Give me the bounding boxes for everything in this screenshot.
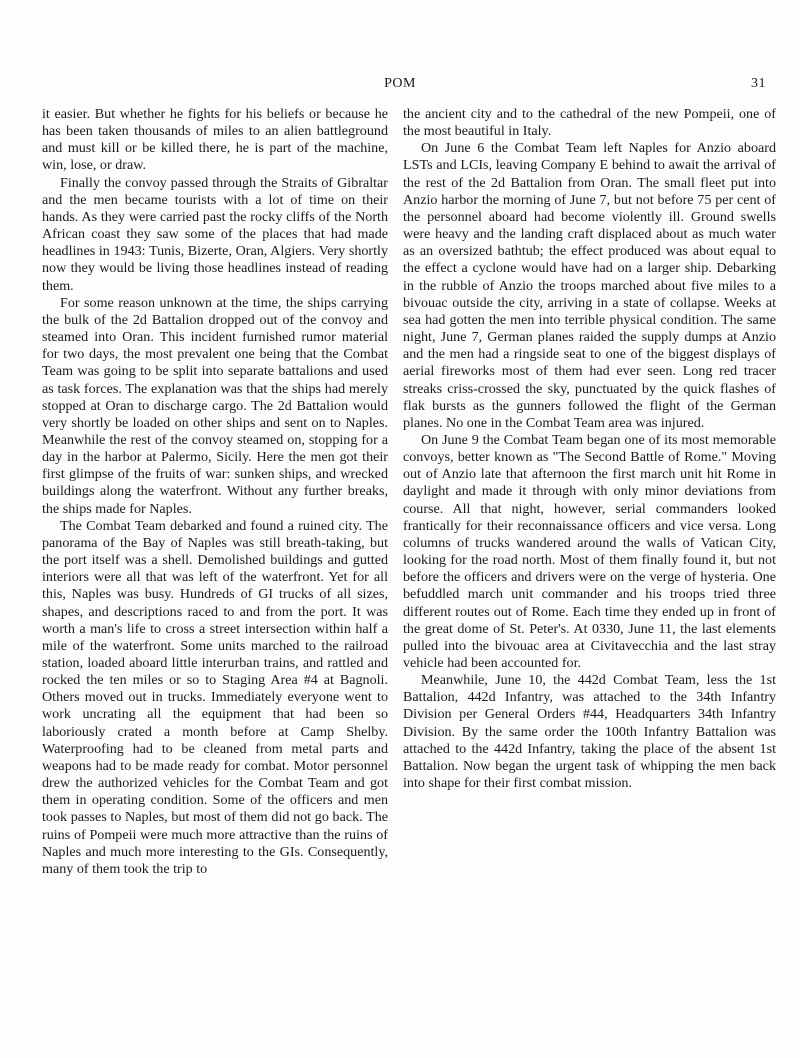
paragraph: Meanwhile, June 10, the 442d Combat Team, less the 1st Battalion, 442d Infantry, was attached to the 34th Infantry Division per General Orders #44, Headquarters 34th Infantry Division. By the same order the 100th Infantry Battalion was attached to the 442d Infantry, taking the place of the absent 1st Battalion. Now began the urgent task of whipping the men back into shape for their first combat mission. (403, 672, 776, 792)
running-head (0, 76, 800, 96)
paragraph: For some reason unknown at the time, the ships carrying the bulk of the 2d Battalion dropped out of the convoy and steamed into Oran. This incident furnished rumor material for two days, the most prevalent one being that the Combat Team was going to be split into separate battalions and used as task forces. The explanation was that the ships had merely stopped at Oran to discharge cargo. The 2d Battalion would very shortly be loaded on other ships and sent on to Naples. Meanwhile the rest of the convoy steamed on, stopping for a day in the harbor at Palermo, Sicily. Here the men got their first glimpse of the fruits of war: sunken ships, and wrecked buildings along the waterfront. Without any further breaks, the ships made for Naples. (42, 294, 388, 517)
right-text-column (403, 106, 776, 792)
paragraph: Finally the convoy passed through the Straits of Gibraltar and the men became tourists with a lot of time on their hands. As they were carried past the rocky cliffs of the North African coast they saw some of the places that had made headlines in 1943: Tunis, Bizerte, Oran, Algiers. Very shortly now they would be living those headlines instead of reading them. (42, 174, 388, 294)
paragraph: The Combat Team debarked and found a ruined city. The panorama of the Bay of Naples was still breath-taking, but the port itself was a shell. Demolished buildings and gutted interiors were all that was left of the waterfront. Yet for all this, Naples was busy. Hundreds of GI trucks of all sizes, shapes, and descriptions raced to and from the port. It was worth a man's life to cross a street intersection within half a mile of the waterfront. Some units marched to the railroad station, loaded aboard little interurban trains, and rattled and rocked the ten miles or so to Staging Area #4 at Bagnoli. Others moved out in trucks. Immediately everyone went to work uncrating all the equipment that had been so laboriously crated a month before at Camp Shelby. Waterproofing had to be cleaned from metal parts and weapons had to be made ready for combat. Motor personnel drew the authorized vehicles for the Combat Team and got them in operating condition. Some of the officers and men took passes to Naples, but most of them did not go back. The ruins of Pompeii were much more attractive than the ruins of Naples and much more interesting to the GIs. Consequently, many of them took the trip to (42, 517, 388, 877)
paragraph: On June 9 the Combat Team began one of its most memorable convoys, better known as "The Second Battle of Rome." Moving out of Anzio late that afternoon the first march unit hit Rome in daylight and made it through with only minor deviations from course. All that night, however, serial commanders looked frantically for their reconnaissance officers and vice versa. Long columns of trucks wandered around the walls of Vatican City, looking for the road north. Most of them finally found it, but not before the officers and drivers were on the verge of hysteria. One befuddled march unit commander and his troops tried three different routes out of Rome. Each time they ended up in front of the great dome of St. Peter's. At 0330, June 11, the last elements pulled into the bivouac area at Civitavecchia and the last stray vehicle had been accounted for. (403, 431, 776, 671)
paragraph: On June 6 the Combat Team left Naples for Anzio aboard LSTs and LCIs, leaving Company E behind to await the arrival of the rest of the 2d Battalion from Oran. The small fleet put into Anzio harbor the morning of June 7, but not before 75 per cent of the personnel aboard had become violently ill. Ground swells were heavy and the landing craft displaced about as much water as an oversized bathtub; the effect produced was about equal to the effect a cyclone would have had on a larger ship. Debarking in the rubble of Anzio the troops marched about five miles to a bivouac outside the city, arriving in a state of collapse. Weeks at sea had gotten the men into terrible physical condition. The same night, June 7, German planes raided the supply dumps at Anzio and the men had a ringside seat to one of the biggest displays of aerial fireworks most of them had ever seen. Long red tracer streaks criss-crossed the sky, punctuated by the quick flashes of flak bursts as the gunners followed the flight of the German planes. No one in the Combat Team area was injured. (403, 140, 776, 431)
running-title: POM (384, 76, 416, 91)
left-text-column (42, 106, 388, 878)
paragraph: the ancient city and to the cathedral of the new Pompeii, one of the most beautiful in Italy. (403, 106, 776, 140)
paragraph: it easier. But whether he fights for his beliefs or because he has been taken thousands of miles to an alien battleground and must kill or be killed there, he is part of the machine, win, lose, or draw. (42, 106, 388, 174)
page-number: 31 (751, 76, 766, 91)
